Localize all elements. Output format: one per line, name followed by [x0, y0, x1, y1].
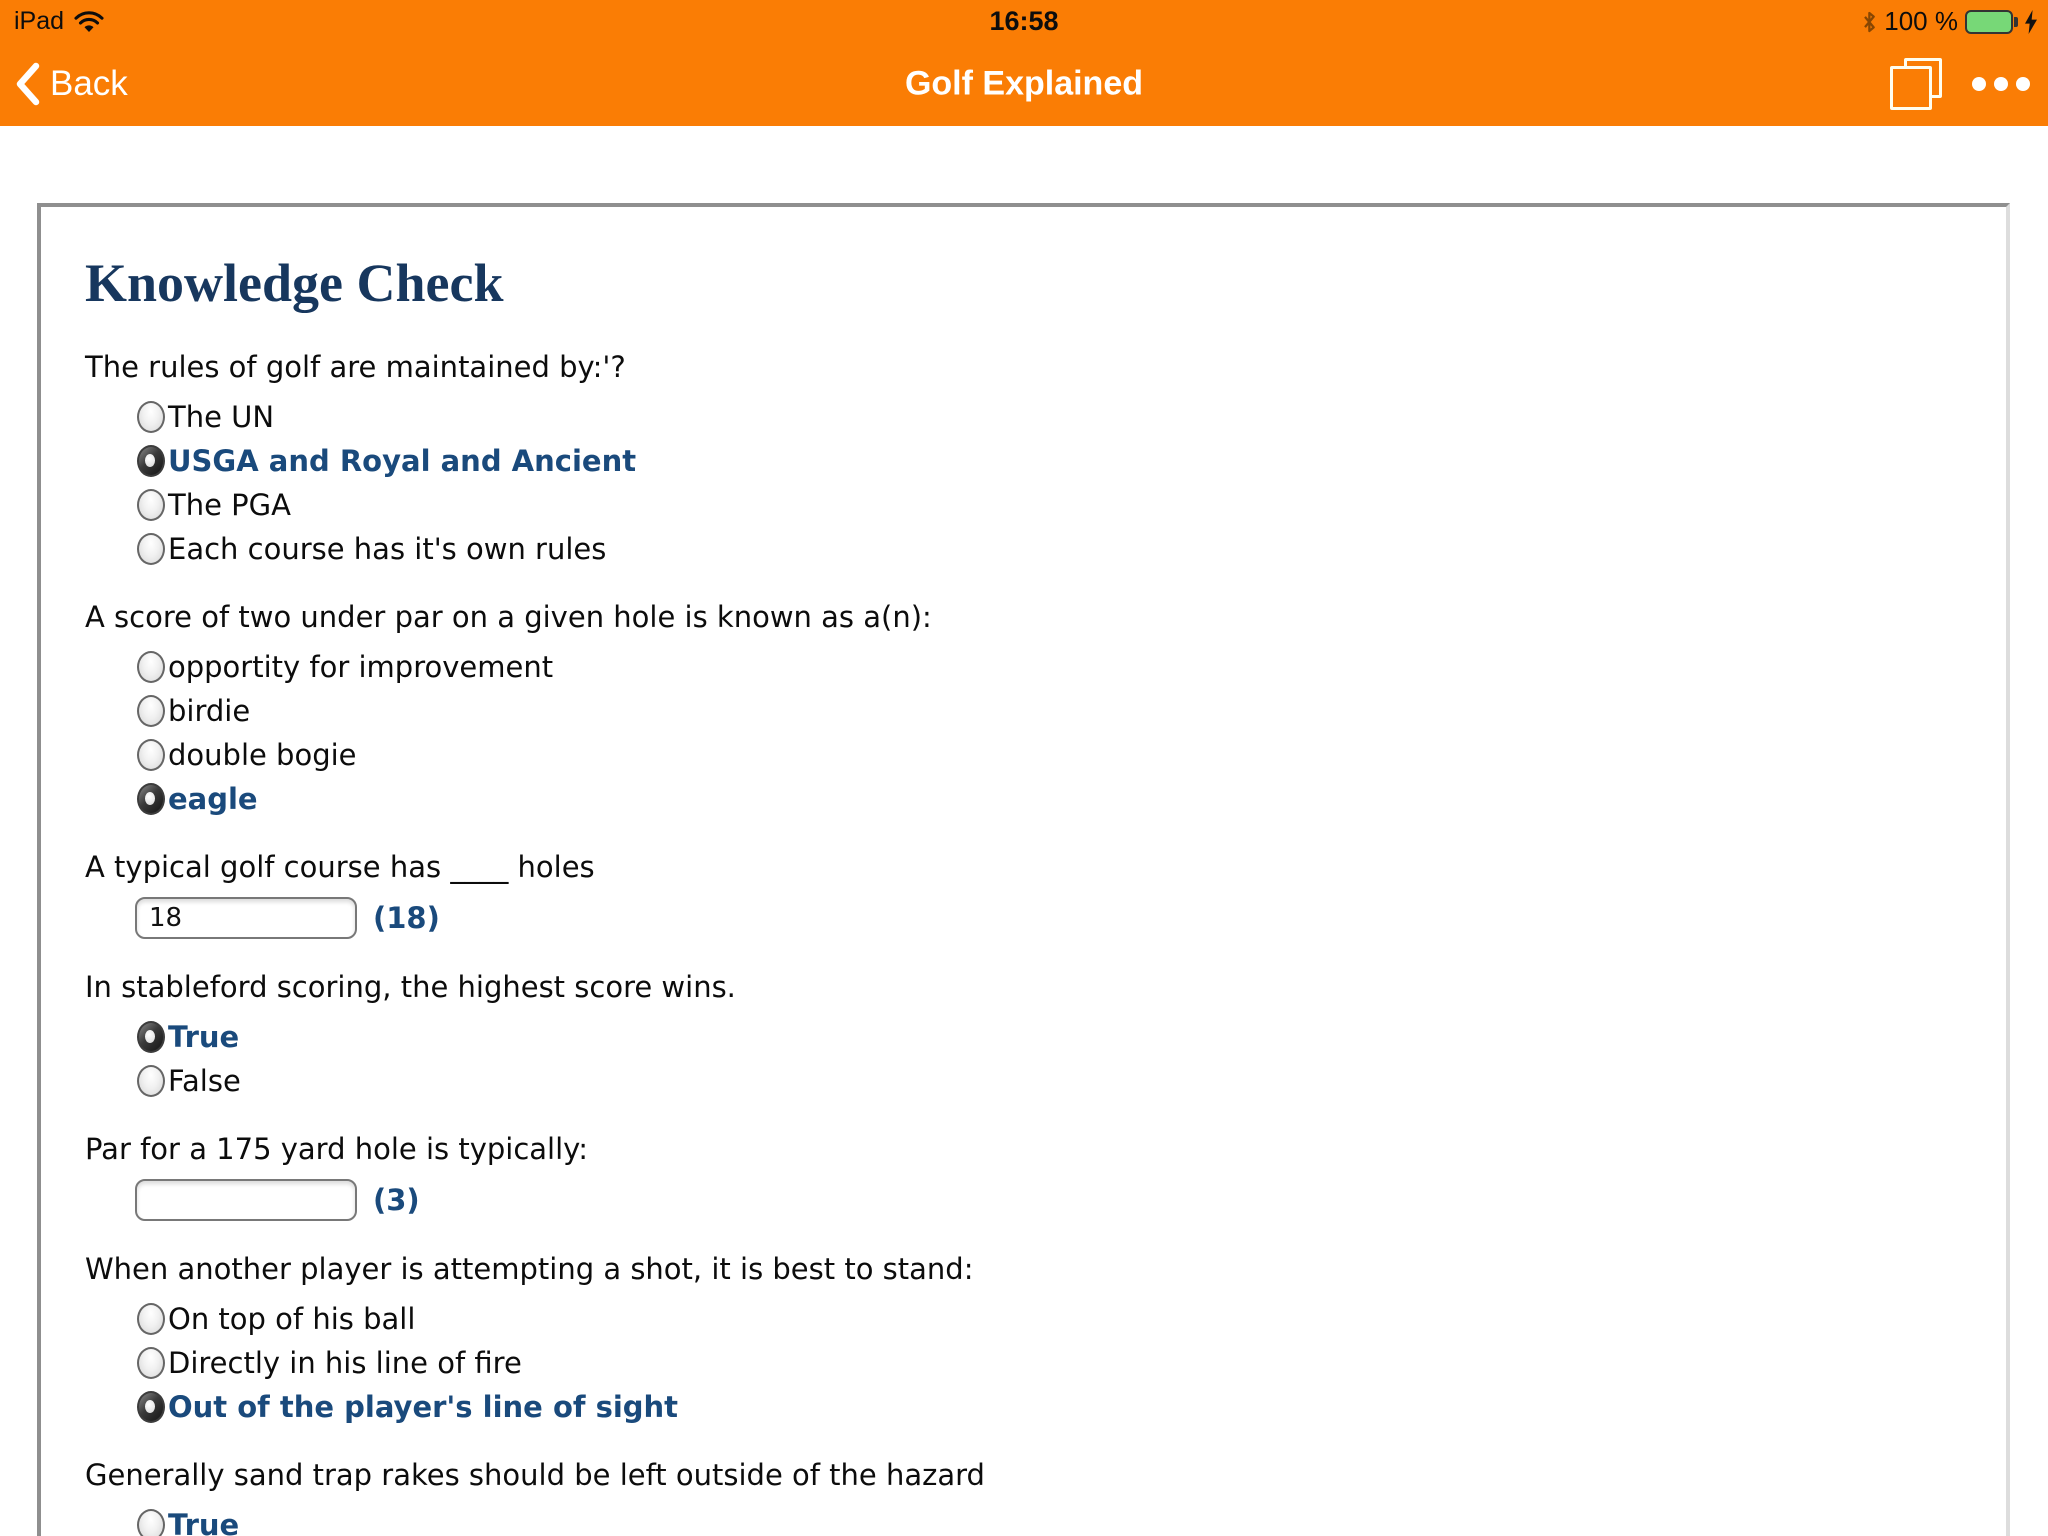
option-label: Each course has it's own rules: [168, 532, 607, 566]
charging-bolt-icon: [2024, 10, 2038, 34]
battery-percent: 100 %: [1884, 6, 1958, 36]
quiz-card: [37, 203, 2010, 1536]
answer-option[interactable]: [137, 733, 1966, 777]
option-label: True: [168, 1508, 240, 1536]
ellipsis-icon: [1972, 77, 1986, 91]
answer-option[interactable]: [137, 439, 1966, 483]
pages-button[interactable]: [1888, 56, 1942, 112]
answer-option[interactable]: [137, 483, 1966, 527]
page-title: Knowledge Check: [85, 253, 504, 313]
option-label: False: [168, 1064, 241, 1098]
question-text: In stableford scoring, the highest score wins.: [85, 970, 736, 1004]
option-label: Out of the player's line of sight: [168, 1390, 679, 1424]
radio-button[interactable]: [137, 489, 165, 521]
radio-button[interactable]: [137, 1391, 165, 1423]
question-text: When another player is attempting a shot, it is best to stand:: [85, 1252, 974, 1286]
radio-button[interactable]: [137, 651, 165, 683]
radio-button[interactable]: [137, 445, 165, 477]
radio-button[interactable]: [137, 1347, 165, 1379]
correct-answer-hint: (18): [373, 901, 440, 935]
answer-option[interactable]: [137, 1385, 1966, 1429]
answer-option[interactable]: [137, 777, 1966, 821]
option-label: opportity for improvement: [168, 650, 554, 684]
options-list: [137, 645, 1966, 821]
question-block: [85, 847, 1966, 941]
option-label: On top of his ball: [168, 1302, 416, 1336]
question-text: Par for a 175 yard hole is typically:: [85, 1132, 588, 1166]
option-label: Directly in his line of fire: [168, 1346, 522, 1380]
question-text: A score of two under par on a given hole is known as a(n):: [85, 600, 932, 634]
correct-answer-hint: (3): [373, 1183, 420, 1217]
more-options-button[interactable]: [1972, 77, 2030, 91]
options-list: [137, 1503, 1966, 1536]
question-text: The rules of golf are maintained by:'?: [85, 350, 626, 384]
option-label: USGA and Royal and Ancient: [168, 444, 637, 478]
answer-option[interactable]: [137, 527, 1966, 571]
back-label: Back: [50, 64, 128, 103]
question-block: [85, 1249, 1966, 1429]
answer-option[interactable]: [137, 1503, 1966, 1536]
nav-bar: [0, 42, 2048, 126]
answer-option[interactable]: [137, 1059, 1966, 1103]
question-block: [85, 967, 1966, 1103]
radio-button[interactable]: [137, 1303, 165, 1335]
question-block: [85, 597, 1966, 821]
answer-option[interactable]: [137, 395, 1966, 439]
answer-input-row: [135, 1177, 1966, 1223]
answer-input[interactable]: [135, 1179, 357, 1221]
nav-right: [1888, 56, 2030, 112]
option-label: The UN: [168, 400, 275, 434]
question-text: Generally sand trap rakes should be left outside of the hazard: [85, 1458, 985, 1492]
radio-button[interactable]: [137, 1509, 165, 1536]
question-text: A typical golf course has ____ holes: [85, 850, 595, 884]
options-list: [137, 1015, 1966, 1103]
status-right: [1862, 6, 2038, 37]
option-label: The PGA: [168, 488, 291, 522]
questions: [85, 347, 1966, 1536]
device-label: iPad: [14, 7, 65, 35]
battery-icon: [1965, 10, 2013, 34]
radio-button[interactable]: [137, 783, 165, 815]
status-time: 16:58: [989, 6, 1059, 36]
radio-button[interactable]: [137, 739, 165, 771]
answer-option[interactable]: [137, 1341, 1966, 1385]
option-label: birdie: [168, 694, 251, 728]
question-block: [85, 1129, 1966, 1223]
radio-button[interactable]: [137, 401, 165, 433]
nav-title: Golf Explained: [904, 64, 1144, 103]
app-header: [0, 0, 2048, 126]
option-label: True: [168, 1020, 240, 1054]
radio-button[interactable]: [137, 695, 165, 727]
answer-input[interactable]: [135, 897, 357, 939]
question-block: [85, 347, 1966, 571]
answer-option[interactable]: [137, 1297, 1966, 1341]
bluetooth-icon: [1862, 9, 1877, 35]
answer-input-row: [135, 895, 1966, 941]
question-block: [85, 1455, 1966, 1536]
answer-option[interactable]: [137, 645, 1966, 689]
status-bar: [0, 0, 2048, 42]
radio-button[interactable]: [137, 533, 165, 565]
option-label: eagle: [168, 782, 258, 816]
option-label: double bogie: [168, 738, 357, 772]
radio-button[interactable]: [137, 1065, 165, 1097]
options-list: [137, 1297, 1966, 1429]
answer-option[interactable]: [137, 689, 1966, 733]
radio-button[interactable]: [137, 1021, 165, 1053]
answer-option[interactable]: [137, 1015, 1966, 1059]
options-list: [137, 395, 1966, 571]
